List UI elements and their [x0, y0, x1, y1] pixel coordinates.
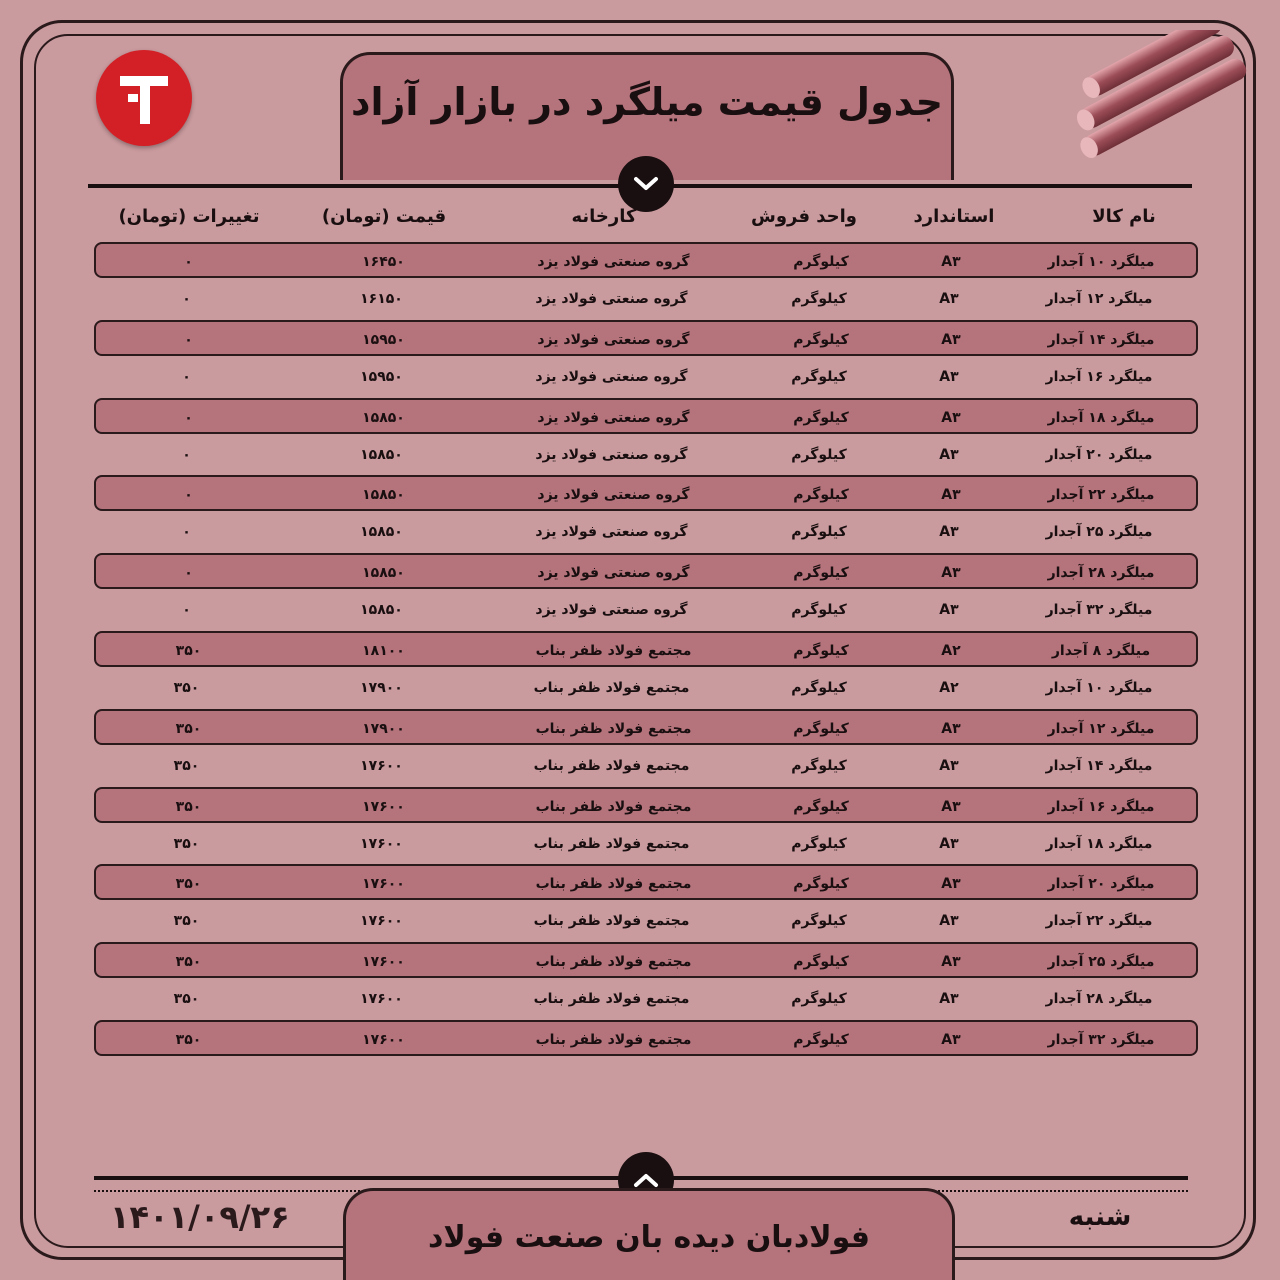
cell-change: ۳۵۰: [173, 680, 200, 696]
table-row: [94, 592, 1198, 628]
cell-standard: A۲: [939, 680, 959, 696]
table-row: [94, 981, 1198, 1017]
cell-name: میلگرد ۱۰ آجدار: [1045, 680, 1153, 696]
cell-factory: مجتمع فولاد ظفر بناب: [535, 954, 692, 970]
cell-factory: مجتمع فولاد ظفر بناب: [535, 643, 692, 659]
cell-unit: کیلوگرم: [793, 876, 849, 892]
cell-standard: A۳: [939, 758, 959, 774]
cell-factory: گروه صنعتی فولاد یزد: [535, 447, 688, 463]
table-row: [94, 903, 1198, 939]
cell-change: ۰: [184, 254, 193, 270]
cell-standard: A۳: [939, 524, 959, 540]
cell-price: ۱۶۱۵۰: [360, 291, 403, 307]
cell-factory: مجتمع فولاد ظفر بناب: [533, 836, 690, 852]
cell-price: ۱۵۸۵۰: [362, 410, 405, 426]
cell-factory: مجتمع فولاد ظفر بناب: [535, 799, 692, 815]
cell-standard: A۳: [939, 447, 959, 463]
cell-standard: A۳: [941, 721, 961, 737]
cell-unit: کیلوگرم: [791, 913, 847, 929]
chevron-down-icon: [618, 156, 674, 212]
cell-factory: مجتمع فولاد ظفر بناب: [535, 721, 692, 737]
table-row: [94, 475, 1198, 511]
cell-price: ۱۷۹۰۰: [362, 721, 405, 737]
cell-price: ۱۷۶۰۰: [362, 954, 405, 970]
table-row: [94, 670, 1198, 706]
cell-change: ۰: [182, 447, 191, 463]
cell-standard: A۳: [939, 369, 959, 385]
cell-unit: کیلوگرم: [791, 836, 847, 852]
cell-factory: گروه صنعتی فولاد یزد: [537, 487, 690, 503]
cell-name: میلگرد ۲۸ آجدار: [1045, 991, 1153, 1007]
cell-change: ۳۵۰: [175, 1032, 202, 1048]
cell-price: ۱۷۶۰۰: [360, 758, 403, 774]
cell-standard: A۳: [939, 913, 959, 929]
cell-standard: A۳: [941, 799, 961, 815]
cell-name: میلگرد ۲۲ آجدار: [1047, 487, 1155, 503]
cell-change: ۳۵۰: [175, 954, 202, 970]
cell-factory: مجتمع فولاد ظفر بناب: [533, 758, 690, 774]
cell-name: میلگرد ۲۲ آجدار: [1045, 913, 1153, 929]
cell-name: میلگرد ۱۲ آجدار: [1047, 721, 1155, 737]
table-row: [94, 514, 1198, 550]
cell-name: میلگرد ۱۶ آجدار: [1047, 799, 1155, 815]
cell-standard: A۳: [941, 254, 961, 270]
cell-standard: A۲: [941, 643, 961, 659]
table-row: [94, 787, 1198, 823]
cell-standard: A۳: [941, 876, 961, 892]
header-standard: استاندارد: [913, 206, 995, 227]
cell-unit: کیلوگرم: [791, 758, 847, 774]
cell-change: ۳۵۰: [173, 758, 200, 774]
cell-unit: کیلوگرم: [791, 369, 847, 385]
cell-price: ۱۵۹۵۰: [362, 332, 405, 348]
table-row: [94, 1020, 1198, 1056]
cell-factory: گروه صنعتی فولاد یزد: [537, 332, 690, 348]
cell-change: ۰: [184, 487, 193, 503]
tasnim-logo-icon: [96, 50, 192, 146]
cell-unit: کیلوگرم: [791, 991, 847, 1007]
cell-price: ۱۷۶۰۰: [360, 991, 403, 1007]
cell-factory: مجتمع فولاد ظفر بناب: [533, 913, 690, 929]
cell-name: میلگرد ۲۰ آجدار: [1047, 876, 1155, 892]
cell-price: ۱۷۹۰۰: [360, 680, 403, 696]
cell-change: ۰: [182, 524, 191, 540]
cell-change: ۳۵۰: [173, 991, 200, 1007]
cell-unit: کیلوگرم: [793, 410, 849, 426]
cell-change: ۳۵۰: [175, 721, 202, 737]
cell-name: میلگرد ۱۸ آجدار: [1047, 410, 1155, 426]
cell-unit: کیلوگرم: [791, 524, 847, 540]
cell-factory: مجتمع فولاد ظفر بناب: [533, 680, 690, 696]
cell-name: میلگرد ۱۲ آجدار: [1045, 291, 1153, 307]
weekday-label: شنبه: [1068, 1202, 1132, 1232]
header-factory: کارخانه: [571, 206, 637, 227]
page-title: جدول قیمت میلگرد در بازار آزاد: [350, 80, 944, 124]
cell-change: ۳۵۰: [173, 836, 200, 852]
cell-change: ۳۵۰: [175, 876, 202, 892]
cell-name: میلگرد ۱۶ آجدار: [1045, 369, 1153, 385]
cell-name: میلگرد ۸ آجدار: [1051, 643, 1151, 659]
table-row: [94, 553, 1198, 589]
rebar-illustration: [1058, 30, 1250, 160]
cell-factory: مجتمع فولاد ظفر بناب: [535, 1032, 692, 1048]
cell-factory: مجتمع فولاد ظفر بناب: [533, 991, 690, 1007]
cell-standard: A۳: [941, 954, 961, 970]
cell-change: ۳۵۰: [173, 913, 200, 929]
cell-factory: گروه صنعتی فولاد یزد: [535, 602, 688, 618]
table-row: [94, 748, 1198, 784]
cell-unit: کیلوگرم: [791, 602, 847, 618]
cell-change: ۰: [184, 332, 193, 348]
cell-factory: گروه صنعتی فولاد یزد: [537, 565, 690, 581]
table-row: [94, 826, 1198, 862]
cell-price: ۱۵۹۵۰: [360, 369, 403, 385]
cell-standard: A۳: [939, 991, 959, 1007]
cell-unit: کیلوگرم: [793, 254, 849, 270]
cell-standard: A۳: [941, 410, 961, 426]
table-row: [94, 242, 1198, 278]
cell-change: ۳۵۰: [175, 643, 202, 659]
footer-brand: فولادبان دیده بان صنعت فولاد: [427, 1220, 871, 1255]
cell-name: میلگرد ۲۵ آجدار: [1045, 524, 1153, 540]
table-header: [94, 206, 1198, 236]
cell-name: میلگرد ۱۸ آجدار: [1045, 836, 1153, 852]
cell-change: ۳۵۰: [175, 799, 202, 815]
date-label: ۱۴۰۱/۰۹/۲۶: [110, 1198, 290, 1236]
cell-price: ۱۶۴۵۰: [362, 254, 405, 270]
cell-price: ۱۵۸۵۰: [360, 447, 403, 463]
cell-price: ۱۸۱۰۰: [362, 643, 405, 659]
table-row: [94, 320, 1198, 356]
table-row: [94, 359, 1198, 395]
cell-name: میلگرد ۱۴ آجدار: [1045, 758, 1153, 774]
cell-unit: کیلوگرم: [793, 487, 849, 503]
cell-standard: A۳: [941, 487, 961, 503]
cell-change: ۰: [182, 602, 191, 618]
table-row: [94, 942, 1198, 978]
cell-price: ۱۷۶۰۰: [360, 836, 403, 852]
cell-name: میلگرد ۱۰ آجدار: [1047, 254, 1155, 270]
cell-price: ۱۵۸۵۰: [360, 524, 403, 540]
table-row: [94, 864, 1198, 900]
cell-change: ۰: [184, 410, 193, 426]
cell-price: ۱۵۸۵۰: [362, 487, 405, 503]
header-price: قیمت (تومان): [321, 206, 447, 227]
cell-change: ۰: [182, 291, 191, 307]
header-name: نام کالا: [1092, 206, 1156, 227]
cell-name: میلگرد ۲۰ آجدار: [1045, 447, 1153, 463]
cell-factory: گروه صنعتی فولاد یزد: [537, 254, 690, 270]
cell-standard: A۳: [939, 836, 959, 852]
cell-name: میلگرد ۱۴ آجدار: [1047, 332, 1155, 348]
cell-price: ۱۷۶۰۰: [362, 799, 405, 815]
cell-factory: مجتمع فولاد ظفر بناب: [535, 876, 692, 892]
cell-unit: کیلوگرم: [793, 721, 849, 737]
table-row: [94, 281, 1198, 317]
cell-change: ۰: [182, 369, 191, 385]
table-row: [94, 398, 1198, 434]
cell-name: میلگرد ۲۵ آجدار: [1047, 954, 1155, 970]
cell-unit: کیلوگرم: [793, 799, 849, 815]
cell-factory: گروه صنعتی فولاد یزد: [537, 410, 690, 426]
cell-name: میلگرد ۲۸ آجدار: [1047, 565, 1155, 581]
cell-factory: گروه صنعتی فولاد یزد: [535, 291, 688, 307]
cell-standard: A۳: [941, 332, 961, 348]
header-change: تغییرات (تومان): [118, 206, 260, 227]
header-unit: واحد فروش: [750, 206, 857, 227]
cell-standard: A۳: [941, 565, 961, 581]
cell-factory: گروه صنعتی فولاد یزد: [535, 524, 688, 540]
cell-standard: A۳: [939, 291, 959, 307]
cell-name: میلگرد ۳۲ آجدار: [1047, 1032, 1155, 1048]
table-row: [94, 631, 1198, 667]
cell-price: ۱۷۶۰۰: [360, 913, 403, 929]
cell-name: میلگرد ۳۲ آجدار: [1045, 602, 1153, 618]
cell-unit: کیلوگرم: [793, 643, 849, 659]
cell-standard: A۳: [939, 602, 959, 618]
cell-unit: کیلوگرم: [793, 332, 849, 348]
cell-unit: کیلوگرم: [791, 291, 847, 307]
cell-price: ۱۷۶۰۰: [362, 1032, 405, 1048]
cell-price: ۱۵۸۵۰: [362, 565, 405, 581]
cell-price: ۱۵۸۵۰: [360, 602, 403, 618]
cell-unit: کیلوگرم: [793, 954, 849, 970]
cell-standard: A۳: [941, 1032, 961, 1048]
cell-price: ۱۷۶۰۰: [362, 876, 405, 892]
cell-unit: کیلوگرم: [791, 680, 847, 696]
cell-unit: کیلوگرم: [791, 447, 847, 463]
cell-unit: کیلوگرم: [793, 1032, 849, 1048]
cell-unit: کیلوگرم: [793, 565, 849, 581]
table-row: [94, 709, 1198, 745]
table-row: [94, 437, 1198, 473]
cell-change: ۰: [184, 565, 193, 581]
cell-factory: گروه صنعتی فولاد یزد: [535, 369, 688, 385]
